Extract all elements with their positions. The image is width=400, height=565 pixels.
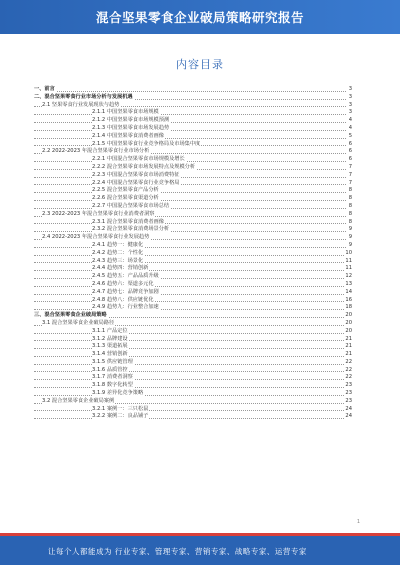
toc-entry-page: 20 (345, 312, 352, 319)
toc-entry[interactable] (34, 109, 352, 117)
toc-entry-page: 3 (348, 101, 352, 108)
toc-leader-dots (34, 301, 346, 302)
toc-entry-page: 8 (348, 218, 352, 225)
toc-entry-label: 2.4.9 趋势九：行业整合加速 (92, 304, 159, 311)
toc-entry-page: 9 (348, 241, 352, 248)
toc-leader-dots (34, 348, 346, 349)
toc-entry-page: 8 (348, 210, 352, 217)
toc-entry-label: 二、混合坚果零食行业市场分析与发展机遇 (34, 93, 133, 100)
toc-entry-page: 21 (345, 343, 352, 350)
toc-entry[interactable] (34, 281, 352, 289)
toc-entry[interactable] (34, 117, 352, 125)
toc-entry[interactable] (34, 203, 352, 211)
toc-entry-label: 2.2.4 中国混合坚果零食行业竞争格局 (92, 179, 180, 186)
toc-entry[interactable] (34, 195, 352, 203)
footer-slogan: 让每个人都能成为 行业专家、管理专家、营销专家、战略专家、运营专家 (48, 547, 307, 556)
toc-entry-page: 9 (348, 234, 352, 241)
toc-entry-page: 3 (348, 86, 352, 92)
toc-entry-page: 23 (345, 390, 352, 397)
toc-leader-dots (34, 333, 346, 334)
toc-entry-page: 5 (348, 132, 352, 139)
toc-entry-page: 7 (348, 179, 352, 186)
toc-entry[interactable] (34, 382, 352, 390)
toc-entry[interactable] (34, 359, 352, 367)
toc-entry-page: 21 (345, 335, 352, 342)
toc-entry-label: 2.2 2022-2023 年混合坚果零食行业市场分析 (42, 148, 150, 155)
toc-entry-page: 23 (345, 397, 352, 404)
toc-entry-label: 2.3.1 混合坚果零食消费者画像 (92, 218, 164, 225)
toc-entry-page: 8 (348, 202, 352, 209)
toc-entry-label: 3.1.8 数字化转型 (92, 382, 133, 389)
toc-leader-dots (34, 262, 346, 263)
toc-entry-label: 3.1.6 品质管控 (92, 366, 128, 373)
toc-leader-dots (34, 177, 346, 178)
toc-entry-page: 3 (348, 109, 352, 116)
toc-entry-page: 11 (345, 257, 352, 264)
table-of-contents (34, 86, 352, 421)
toc-entry-label: 3.2.2 案例二：良品铺子 (92, 413, 149, 420)
toc-leader-dots (34, 161, 346, 162)
toc-entry[interactable] (34, 413, 352, 421)
toc-entry-label: 2.4.4 趋势四：营销创新 (92, 265, 149, 272)
toc-entry-label: 3.2 混合坚果零食企业破局案例 (42, 397, 115, 404)
toc-leader-dots (34, 192, 346, 193)
toc-entry-page: 7 (348, 163, 352, 170)
toc-entry-label: 2.2.5 混合坚果零食产品分析 (92, 187, 159, 194)
toc-entry-label: 2.4.3 趋势三：场景化 (92, 257, 144, 264)
toc-entry[interactable] (34, 156, 352, 164)
toc-entry-page: 3 (348, 93, 352, 100)
toc-entry-label: 2.1.2 中国坚果零食市场规模预测 (92, 117, 170, 124)
toc-entry-label: 3.1.9 差异化竞争策略 (92, 390, 144, 397)
toc-entry-label: 2.4.5 趋势五：产品品质升级 (92, 273, 159, 280)
toc-leader-dots (34, 410, 346, 411)
toc-entry[interactable] (34, 180, 352, 188)
toc-entry[interactable] (34, 367, 352, 375)
toc-entry-label: 2.4.6 趋势六：渠道多元化 (92, 280, 154, 287)
toc-entry-page: 7 (348, 171, 352, 178)
toc-entry-page: 20 (345, 327, 352, 334)
toc-leader-dots (34, 270, 346, 271)
toc-leader-dots (34, 200, 346, 201)
toc-entry-label: 3.1.7 消费者洞察 (92, 374, 133, 381)
toc-leader-dots (34, 114, 346, 115)
toc-leader-dots (34, 379, 346, 380)
page-number: 1 (356, 519, 360, 525)
toc-entry-label: 2.4.1 趋势一：健康化 (92, 241, 144, 248)
toc-entry-label: 2.2.2 混合坚果零食市场发展特点及规模分析 (92, 163, 196, 170)
toc-leader-dots (34, 371, 346, 372)
toc-title: 内容目录 (176, 58, 224, 71)
toc-entry-page: 13 (345, 280, 352, 287)
toc-entry-label: 2.3.2 混合坚果零食消费场景分析 (92, 226, 170, 233)
toc-entry-label: 2.2.1 中国混合坚果零食市场规模及增长 (92, 156, 185, 163)
toc-leader-dots (34, 278, 346, 279)
toc-leader-dots (34, 138, 346, 139)
toc-entry[interactable] (34, 398, 352, 406)
toc-entry-page: 8 (348, 195, 352, 202)
toc-entry-label: 2.4.2 趋势二：个性化 (92, 249, 144, 256)
toc-leader-dots (34, 309, 346, 310)
toc-entry-page: 22 (345, 374, 352, 381)
toc-entry-label: 2.1.3 中国坚果零食市场发展趋势 (92, 124, 170, 131)
toc-entry-label: 2.2.7 中国混合坚果零食市场总结 (92, 202, 170, 209)
toc-entry[interactable] (34, 390, 352, 398)
toc-entry-page: 22 (345, 366, 352, 373)
toc-entry[interactable] (34, 211, 352, 219)
toc-entry[interactable] (34, 250, 352, 258)
toc-entry-label: 2.4.8 趋势八：供应链优化 (92, 296, 154, 303)
toc-entry[interactable] (34, 265, 352, 273)
toc-leader-dots (34, 255, 346, 256)
toc-entry-page: 20 (345, 319, 352, 326)
toc-entry-page: 14 (345, 288, 352, 295)
toc-entry[interactable] (34, 125, 352, 133)
report-title: 混合坚果零食企业破局策略研究报告 (95, 10, 304, 25)
toc-entry-page: 6 (348, 140, 352, 147)
toc-entry[interactable] (34, 320, 352, 328)
toc-entry-label: 2.4.7 趋势七：品牌竞争加剧 (92, 288, 159, 295)
toc-entry[interactable] (34, 242, 352, 250)
toc-leader-dots (34, 208, 346, 209)
toc-entry-page: 21 (345, 351, 352, 358)
toc-leader-dots (34, 231, 346, 232)
toc-entry-label: 3.1.1 产品定位 (92, 327, 128, 334)
toc-leader-dots (34, 247, 346, 248)
toc-entry[interactable] (34, 289, 352, 297)
toc-entry-page: 9 (348, 226, 352, 233)
toc-leader-dots (34, 122, 346, 123)
toc-entry[interactable] (34, 219, 352, 227)
toc-entry-page: 16 (345, 296, 352, 303)
toc-entry[interactable] (34, 273, 352, 281)
toc-entry[interactable] (34, 312, 352, 320)
toc-entry-label: 3.1 混合坚果零食企业破局路径 (42, 319, 115, 326)
toc-entry-label: 2.1.4 中国坚果零食消费者画像 (92, 132, 164, 139)
toc-entry-label: 2.1 坚果零食行业发展现状与趋势 (42, 101, 120, 108)
toc-entry-label: 2.1.1 中国坚果零食市场规模 (92, 109, 159, 116)
toc-entry[interactable] (34, 102, 352, 110)
toc-leader-dots (34, 184, 346, 185)
toc-entry-page: 8 (348, 187, 352, 194)
toc-entry-label: 2.2.3 中国混合坚果零食市场消费特征 (92, 171, 180, 178)
toc-entry-label: 2.4 2022-2023 年混合坚果零食行业发展趋势 (42, 234, 150, 241)
toc-entry[interactable] (34, 164, 352, 172)
toc-entry[interactable] (34, 374, 352, 382)
toc-entry-page: 22 (345, 358, 352, 365)
toc-entry-page: 24 (345, 405, 352, 412)
toc-entry-page: 4 (348, 117, 352, 124)
toc-entry-label: 三、混合坚果零食企业破局策略 (34, 312, 107, 319)
toc-entry[interactable] (34, 336, 352, 344)
toc-entry-label: 2.2.6 混合坚果零食渠道分析 (92, 195, 159, 202)
toc-leader-dots (34, 91, 346, 92)
toc-entry-page: 23 (345, 382, 352, 389)
toc-leader-dots (34, 286, 346, 287)
toc-entry-page: 6 (348, 156, 352, 163)
toc-entry[interactable] (34, 297, 352, 305)
toc-entry[interactable] (34, 328, 352, 336)
toc-entry[interactable] (34, 172, 352, 180)
toc-entry-page: 11 (345, 265, 352, 272)
toc-leader-dots (34, 364, 346, 365)
toc-leader-dots (34, 223, 346, 224)
toc-entry-label: 3.1.2 品牌建设 (92, 335, 128, 342)
toc-entry[interactable] (34, 351, 352, 359)
toc-entry[interactable] (34, 148, 352, 156)
toc-entry-label: 3.1.3 渠道拓展 (92, 343, 128, 350)
toc-entry-page: 24 (345, 413, 352, 420)
toc-leader-dots (34, 340, 346, 341)
toc-leader-dots (34, 130, 346, 131)
toc-entry-label: 3.1.5 供应链管理 (92, 358, 133, 365)
toc-entry-label: 2.1.5 中国坚果零食行业竞争格局及市场集中度 (92, 140, 201, 147)
toc-entry-page: 10 (345, 249, 352, 256)
toc-entry[interactable] (34, 343, 352, 351)
toc-entry-label: 一、前言 (34, 86, 55, 92)
toc-entry-page: 4 (348, 124, 352, 131)
toc-entry-label: 2.3 2022-2023 年混合坚果零食行业消费者洞察 (42, 210, 155, 217)
toc-entry[interactable] (34, 86, 352, 94)
toc-entry-page: 18 (345, 304, 352, 311)
toc-entry[interactable] (34, 187, 352, 195)
toc-leader-dots (34, 395, 346, 396)
toc-entry[interactable] (34, 258, 352, 266)
toc-leader-dots (34, 356, 346, 357)
toc-entry[interactable] (34, 133, 352, 141)
toc-entry-label: 3.1.4 营销创新 (92, 351, 128, 358)
toc-entry[interactable] (34, 406, 352, 414)
toc-leader-dots (34, 294, 346, 295)
toc-entry-page: 6 (348, 148, 352, 155)
toc-entry[interactable] (34, 226, 352, 234)
footer-bar (0, 539, 400, 565)
toc-entry[interactable] (34, 304, 352, 312)
header-bar (0, 0, 400, 34)
toc-entry[interactable] (34, 234, 352, 242)
toc-leader-dots (34, 387, 346, 388)
toc-entry[interactable] (34, 94, 352, 102)
toc-leader-dots (34, 418, 346, 419)
toc-entry-label: 3.2.1 案例一：三只松鼠 (92, 405, 149, 412)
toc-entry-page: 12 (345, 273, 352, 280)
